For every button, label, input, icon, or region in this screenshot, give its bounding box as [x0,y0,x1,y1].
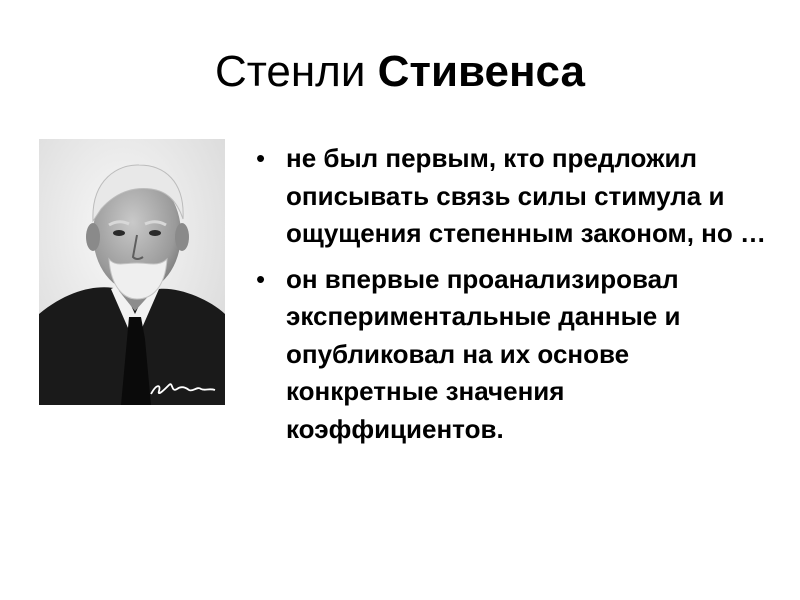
portrait-photo [39,139,225,405]
portrait-eye-left [113,230,125,236]
bullet-marker: • [256,143,266,173]
slide-title [0,44,800,100]
bullet-item [252,261,772,449]
title-regular: Стенли [214,47,378,96]
title-bold: Стивенса [377,47,586,96]
bullet-text: он впервые проанализировал экспериментальные данные и опубликовал на их основе конкретные значения коэффициентов. [286,263,681,444]
portrait-eye-right [149,230,161,236]
bullet-list [252,140,772,456]
bullet-text: не был первым, кто предложил описывать связь силы стимула и ощущения степенным законом, но … [286,143,766,248]
bullet-marker: • [256,263,266,294]
portrait-ear-left [86,223,100,251]
portrait-illustration [39,139,225,405]
portrait-ear-right [175,223,189,251]
bullet-item [252,140,772,253]
